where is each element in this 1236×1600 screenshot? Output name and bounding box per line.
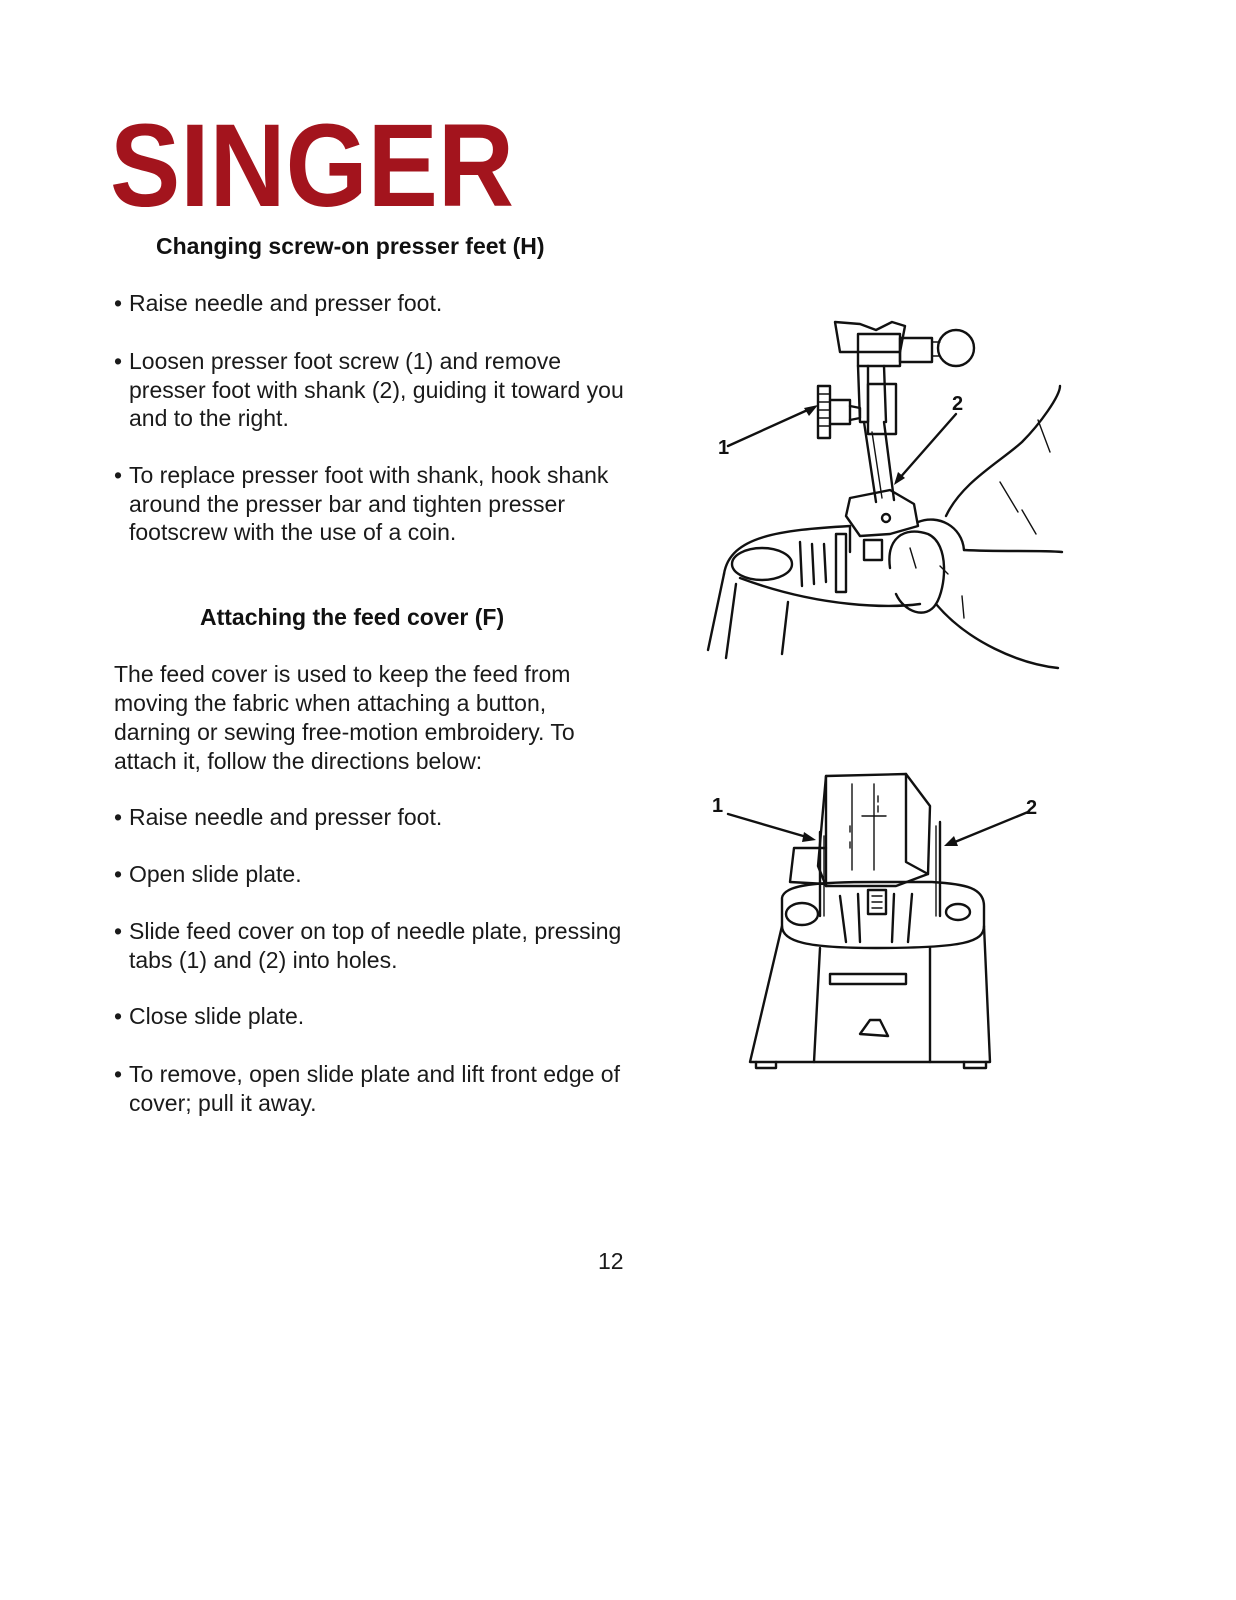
list-item: • Raise needle and presser foot. [114, 289, 639, 318]
callout-1: 1 [718, 437, 730, 459]
list-item: • Raise needle and presser foot. [114, 803, 639, 832]
section-heading-feed-cover: Attaching the feed cover (F) [200, 604, 505, 630]
list-item: • To replace presser foot with shank, hook shank around the presser bar and tighten presser footscrew with the use of a coin. [114, 461, 639, 547]
list-item: • Close slide plate. [114, 1002, 639, 1031]
list-item: • Open slide plate. [114, 860, 639, 889]
page-number: 12 [598, 1248, 624, 1274]
list-item: • Loosen presser foot screw (1) and remove presser foot with shank (2), guiding it toward you and to the right. [114, 347, 639, 433]
callout-2: 2 [952, 393, 964, 415]
callout-1: 1 [712, 795, 724, 817]
intro-paragraph: The feed cover is used to keep the feed from moving the fabric when attaching a button, darning or sewing free-motion embroidery. To attach it, follow the directions below: [114, 661, 575, 774]
list-item: • To remove, open slide plate and lift front edge of cover; pull it away. [114, 1060, 639, 1117]
presser-foot-illustration [700, 312, 1070, 682]
list-item: • Slide feed cover on top of needle plate, pressing tabs (1) and (2) into holes. [114, 917, 639, 974]
feed-cover-illustration [700, 766, 1050, 1076]
section-heading-presser-feet: Changing screw-on presser feet (H) [156, 233, 545, 259]
callout-2: 2 [1026, 797, 1038, 819]
singer-logo-text: SINGER [110, 108, 514, 218]
singer-logo [110, 108, 520, 218]
